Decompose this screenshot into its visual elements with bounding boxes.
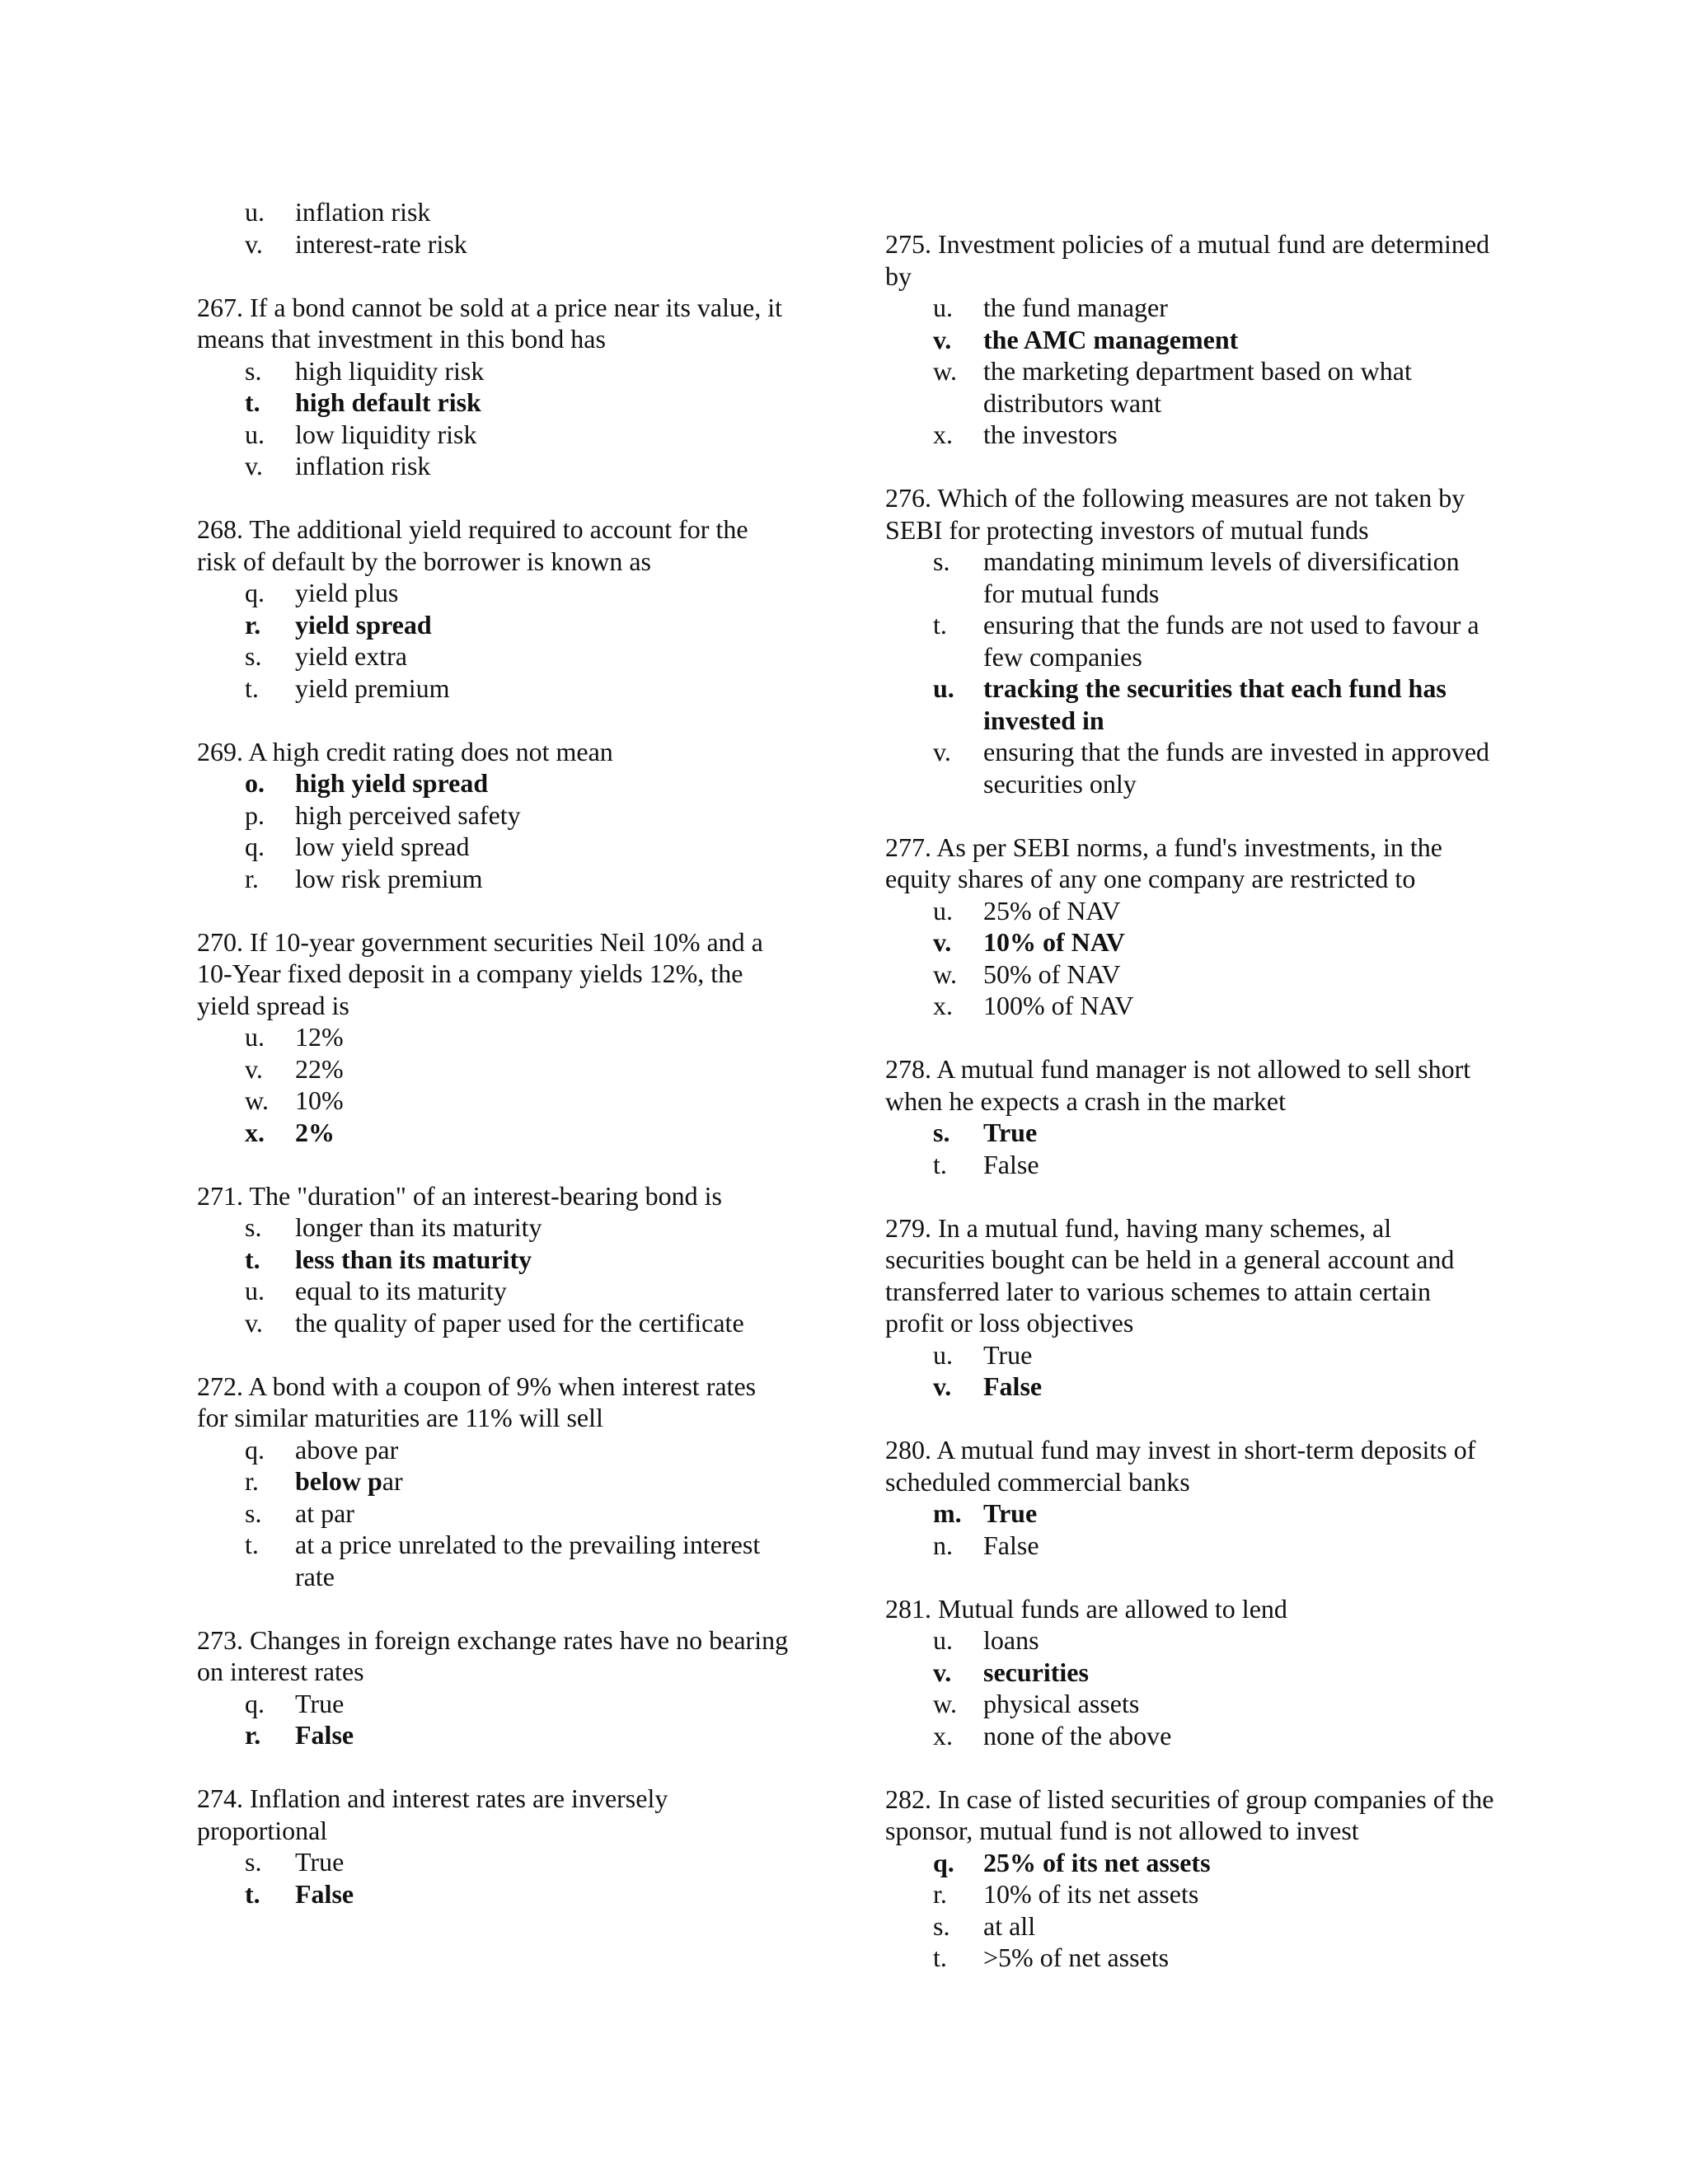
option-text: False bbox=[983, 1149, 1039, 1179]
option-list bbox=[197, 1212, 790, 1338]
answer-option bbox=[197, 577, 790, 609]
option-text: high yield spread bbox=[295, 768, 489, 798]
option-text: inflation risk bbox=[295, 451, 431, 480]
option-text: at par bbox=[295, 1497, 354, 1528]
option-letter: w. bbox=[245, 1085, 270, 1115]
option-letter: v. bbox=[933, 1657, 952, 1687]
right-column bbox=[885, 228, 1495, 2005]
answer-option bbox=[885, 736, 1495, 799]
option-letter: w. bbox=[933, 958, 958, 989]
answer-option-correct bbox=[885, 1847, 1495, 1879]
option-text: 22% bbox=[295, 1053, 344, 1084]
option-letter: w. bbox=[933, 356, 958, 386]
option-list bbox=[197, 1846, 790, 1910]
option-letter: r. bbox=[245, 1466, 259, 1496]
answer-option bbox=[885, 1878, 1495, 1910]
option-text: less than its maturity bbox=[295, 1244, 532, 1274]
answer-option-correct bbox=[885, 1657, 1495, 1689]
question-block bbox=[885, 1783, 1495, 1974]
option-letter: v. bbox=[933, 1371, 952, 1401]
answer-option bbox=[885, 1530, 1495, 1562]
option-text: at all bbox=[983, 1910, 1036, 1941]
answer-option bbox=[885, 419, 1495, 451]
option-letter: t. bbox=[245, 387, 260, 417]
answer-option bbox=[197, 1846, 790, 1878]
option-text: ensuring that the funds are not used to favour a few companies bbox=[983, 610, 1479, 672]
option-letter: u. bbox=[245, 1276, 265, 1305]
option-text: the AMC management bbox=[983, 324, 1239, 354]
option-text: none of the above bbox=[983, 1720, 1172, 1750]
option-text: False bbox=[295, 1720, 354, 1750]
option-list bbox=[885, 1624, 1495, 1751]
answer-option bbox=[197, 355, 790, 387]
question-block bbox=[197, 736, 790, 895]
option-letter: r. bbox=[245, 609, 261, 640]
option-letter: t. bbox=[245, 673, 259, 703]
question-block bbox=[885, 482, 1495, 799]
option-text: the marketing department based on what distributors want bbox=[983, 356, 1412, 418]
answer-option bbox=[197, 419, 790, 451]
option-letter: v. bbox=[933, 927, 952, 957]
answer-option bbox=[197, 1465, 790, 1497]
answer-option bbox=[885, 1910, 1495, 1943]
option-list bbox=[197, 1021, 790, 1148]
option-letter: q. bbox=[933, 1847, 954, 1877]
option-letter: u. bbox=[933, 1339, 953, 1370]
option-letter: o. bbox=[245, 768, 265, 798]
option-list bbox=[197, 577, 790, 704]
option-text: yield plus bbox=[295, 578, 399, 607]
option-list bbox=[197, 196, 790, 260]
question-text: 268. The additional yield required to account for the risk of default by the borrower is known as bbox=[197, 514, 748, 576]
question-block bbox=[197, 513, 790, 704]
option-list bbox=[885, 292, 1495, 451]
answer-option-correct bbox=[197, 767, 790, 799]
option-letter: u. bbox=[933, 293, 953, 322]
option-letter: t. bbox=[245, 1244, 260, 1274]
option-letter: s. bbox=[245, 355, 262, 386]
question-text: 280. A mutual fund may invest in short-term deposits of scheduled commercial banks bbox=[885, 1435, 1476, 1497]
option-letter: t. bbox=[245, 1530, 259, 1559]
option-letter: v. bbox=[245, 451, 263, 480]
option-letter: x. bbox=[933, 991, 953, 1020]
question-block bbox=[885, 1053, 1495, 1180]
question-block bbox=[885, 1434, 1495, 1561]
answer-option bbox=[197, 1434, 790, 1466]
question-text: 276. Which of the following measures are not taken by SEBI for protecting investors of mutual funds bbox=[885, 483, 1465, 545]
option-text: yield extra bbox=[295, 641, 407, 671]
option-text: equal to its maturity bbox=[295, 1276, 507, 1305]
question-continued bbox=[197, 196, 790, 260]
option-text: the fund manager bbox=[983, 293, 1168, 322]
answer-option-correct bbox=[197, 387, 790, 419]
question-block bbox=[885, 228, 1495, 451]
answer-option-correct bbox=[197, 1244, 790, 1276]
option-list bbox=[197, 355, 790, 482]
option-text: physical assets bbox=[983, 1689, 1140, 1718]
option-letter: m. bbox=[933, 1498, 962, 1528]
answer-option bbox=[197, 640, 790, 673]
answer-option-correct bbox=[197, 1117, 790, 1149]
option-text: True bbox=[983, 1498, 1038, 1528]
answer-option-correct bbox=[885, 1117, 1495, 1149]
option-letter: u. bbox=[933, 673, 954, 703]
option-letter: s. bbox=[245, 1847, 262, 1877]
question-text: 274. Inflation and interest rates are inversely proportional bbox=[197, 1783, 668, 1845]
option-text: above par bbox=[295, 1434, 399, 1465]
answer-option bbox=[197, 1021, 790, 1053]
option-letter: v. bbox=[245, 1053, 263, 1084]
question-text: 272. A bond with a coupon of 9% when interest rates for similar maturities are 11% will sell bbox=[197, 1371, 757, 1432]
option-text: high perceived safety bbox=[295, 799, 521, 830]
option-letter: r. bbox=[245, 1720, 261, 1750]
option-text: the investors bbox=[983, 419, 1118, 449]
option-text: 10% bbox=[295, 1085, 344, 1115]
left-column bbox=[197, 196, 790, 1942]
question-text: 273. Changes in foreign exchange rates have no bearing on interest rates bbox=[197, 1624, 789, 1686]
option-text: yield spread bbox=[295, 609, 432, 640]
option-text: interest-rate risk bbox=[295, 228, 467, 259]
answer-option-correct bbox=[885, 673, 1495, 736]
option-letter: v. bbox=[245, 1307, 263, 1338]
question-text: 281. Mutual funds are allowed to lend bbox=[885, 1593, 1287, 1624]
answer-option bbox=[197, 1212, 790, 1244]
answer-option bbox=[885, 990, 1495, 1022]
option-text: 100% of NAV bbox=[983, 991, 1134, 1020]
option-letter: x. bbox=[933, 419, 953, 449]
option-text: 2% bbox=[295, 1117, 335, 1147]
option-text: True bbox=[983, 1339, 1033, 1370]
answer-option bbox=[885, 609, 1495, 673]
question-text: 277. As per SEBI norms, a fund's investments, in the equity shares of any one company are restricted to bbox=[885, 832, 1442, 893]
option-letter: q. bbox=[245, 1434, 265, 1465]
question-block bbox=[197, 1783, 790, 1910]
option-text: securities bbox=[983, 1657, 1089, 1687]
answer-option-correct bbox=[885, 324, 1495, 356]
option-text: True bbox=[295, 1847, 345, 1877]
option-letter: t. bbox=[245, 1878, 260, 1909]
option-letter: q. bbox=[245, 832, 265, 861]
answer-option bbox=[197, 1085, 790, 1117]
option-letter: q. bbox=[245, 1688, 265, 1718]
answer-option bbox=[885, 958, 1495, 991]
option-list bbox=[885, 1497, 1495, 1561]
option-text-rest: ar bbox=[382, 1466, 403, 1496]
answer-option bbox=[197, 450, 790, 482]
option-letter: x. bbox=[933, 1720, 953, 1750]
answer-option bbox=[885, 355, 1495, 419]
answer-option bbox=[197, 1497, 790, 1530]
option-letter: v. bbox=[933, 737, 951, 766]
question-text: 270. If 10-year government securities Neil 10% and a 10-Year fixed deposit in a company yields 12%, the yield spread is bbox=[197, 926, 763, 1020]
option-text: 25% of NAV bbox=[983, 895, 1121, 926]
option-letter: s. bbox=[933, 1118, 950, 1147]
question-block bbox=[197, 926, 790, 1149]
option-text: high default risk bbox=[295, 387, 481, 417]
option-letter: x. bbox=[245, 1117, 265, 1147]
option-text: False bbox=[983, 1530, 1039, 1560]
question-block bbox=[197, 292, 790, 482]
option-text: ensuring that the funds are invested in approved securities only bbox=[983, 737, 1490, 799]
question-text: 279. In a mutual fund, having many schemes, al securities bought can be held in a general account and transferred later to various schemes to attain certain profit or loss objectives bbox=[885, 1212, 1455, 1338]
answer-option bbox=[197, 799, 790, 832]
option-text: mandating minimum levels of diversification for mutual funds bbox=[983, 546, 1460, 608]
answer-option bbox=[885, 1688, 1495, 1720]
option-text: low risk premium bbox=[295, 863, 483, 893]
option-text: tracking the securities that each fund has invested in bbox=[983, 673, 1447, 735]
option-letter: u. bbox=[245, 1022, 265, 1052]
option-letter: u. bbox=[933, 1625, 953, 1655]
answer-option bbox=[197, 228, 790, 260]
answer-option bbox=[197, 1529, 790, 1592]
option-text-bold: below p bbox=[295, 1466, 382, 1496]
option-letter: s. bbox=[933, 546, 950, 576]
option-text: 50% of NAV bbox=[983, 958, 1121, 989]
option-letter: s. bbox=[933, 1910, 950, 1941]
option-letter: s. bbox=[245, 1497, 262, 1528]
answer-option bbox=[197, 1275, 790, 1307]
option-letter: t. bbox=[933, 1943, 947, 1972]
answer-option-correct bbox=[885, 1497, 1495, 1530]
option-list bbox=[885, 1339, 1495, 1403]
option-letter: v. bbox=[245, 228, 263, 259]
answer-option bbox=[197, 1053, 790, 1085]
option-text: the quality of paper used for the certificate bbox=[295, 1307, 744, 1338]
option-text: 12% bbox=[295, 1022, 344, 1052]
question-block bbox=[197, 1371, 790, 1593]
option-text: 25% of its net assets bbox=[983, 1847, 1211, 1877]
answer-option bbox=[885, 1942, 1495, 1974]
option-text: 10% of NAV bbox=[983, 927, 1125, 957]
option-text: yield premium bbox=[295, 673, 450, 703]
option-letter: v. bbox=[933, 324, 952, 354]
answer-option bbox=[197, 673, 790, 705]
answer-option bbox=[885, 292, 1495, 324]
option-letter: u. bbox=[933, 895, 953, 926]
answer-option-correct bbox=[197, 1878, 790, 1910]
question-block bbox=[885, 832, 1495, 1022]
option-list bbox=[885, 895, 1495, 1022]
answer-option-correct bbox=[197, 609, 790, 641]
option-text: inflation risk bbox=[295, 197, 431, 227]
option-list bbox=[197, 1688, 790, 1751]
option-letter: t. bbox=[933, 610, 947, 640]
option-text bbox=[295, 1466, 403, 1496]
option-letter: s. bbox=[245, 641, 262, 671]
question-text: 278. A mutual fund manager is not allowed to sell short when he expects a crash in the market bbox=[885, 1054, 1471, 1116]
question-block bbox=[885, 1212, 1495, 1403]
option-letter: w. bbox=[933, 1689, 958, 1718]
answer-option bbox=[885, 1720, 1495, 1752]
question-text: 269. A high credit rating does not mean bbox=[197, 736, 613, 766]
option-text: True bbox=[295, 1688, 345, 1718]
question-block bbox=[197, 1624, 790, 1751]
question-block bbox=[197, 1180, 790, 1339]
question-text: 267. If a bond cannot be sold at a price near its value, it means that investment in this bond has bbox=[197, 292, 782, 354]
option-list bbox=[197, 1434, 790, 1593]
option-text: low yield spread bbox=[295, 832, 470, 861]
question-text: 271. The "duration" of an interest-bearing bond is bbox=[197, 1180, 722, 1211]
answer-option bbox=[885, 546, 1495, 609]
option-text: at a price unrelated to the prevailing interest rate bbox=[295, 1530, 761, 1591]
option-text: 10% of its net assets bbox=[983, 1879, 1199, 1909]
option-letter: t. bbox=[933, 1149, 947, 1179]
answer-option-correct bbox=[197, 1719, 790, 1751]
option-text: True bbox=[983, 1118, 1038, 1147]
option-text: low liquidity risk bbox=[295, 419, 477, 449]
option-list bbox=[885, 546, 1495, 799]
answer-option bbox=[197, 1307, 790, 1339]
option-text: False bbox=[983, 1371, 1043, 1401]
option-text: False bbox=[295, 1878, 354, 1909]
option-letter: s. bbox=[245, 1212, 262, 1242]
answer-option bbox=[885, 1149, 1495, 1181]
answer-option bbox=[197, 1688, 790, 1720]
answer-option bbox=[885, 895, 1495, 927]
question-block bbox=[885, 1593, 1495, 1752]
option-letter: p. bbox=[245, 799, 265, 830]
option-text: loans bbox=[983, 1625, 1039, 1655]
option-list bbox=[197, 767, 790, 894]
answer-option bbox=[197, 863, 790, 895]
answer-option bbox=[197, 196, 790, 228]
option-letter: u. bbox=[245, 197, 265, 227]
question-text: 282. In case of listed securities of group companies of the sponsor, mutual fund is not allowed to invest bbox=[885, 1783, 1494, 1845]
option-text: >5% of net assets bbox=[983, 1943, 1170, 1972]
option-text: high liquidity risk bbox=[295, 355, 485, 386]
answer-option-correct bbox=[885, 926, 1495, 958]
option-list bbox=[885, 1847, 1495, 1974]
option-text: longer than its maturity bbox=[295, 1212, 542, 1242]
question-text: 275. Investment policies of a mutual fund are determined by bbox=[885, 229, 1490, 291]
answer-option bbox=[885, 1624, 1495, 1657]
answer-option bbox=[197, 831, 790, 863]
option-list bbox=[885, 1117, 1495, 1180]
answer-option-correct bbox=[885, 1371, 1495, 1403]
option-letter: r. bbox=[933, 1879, 947, 1909]
option-letter: u. bbox=[245, 419, 265, 449]
answer-option bbox=[885, 1339, 1495, 1371]
option-letter: r. bbox=[245, 863, 259, 893]
option-letter: q. bbox=[245, 578, 265, 607]
option-letter: n. bbox=[933, 1530, 953, 1560]
